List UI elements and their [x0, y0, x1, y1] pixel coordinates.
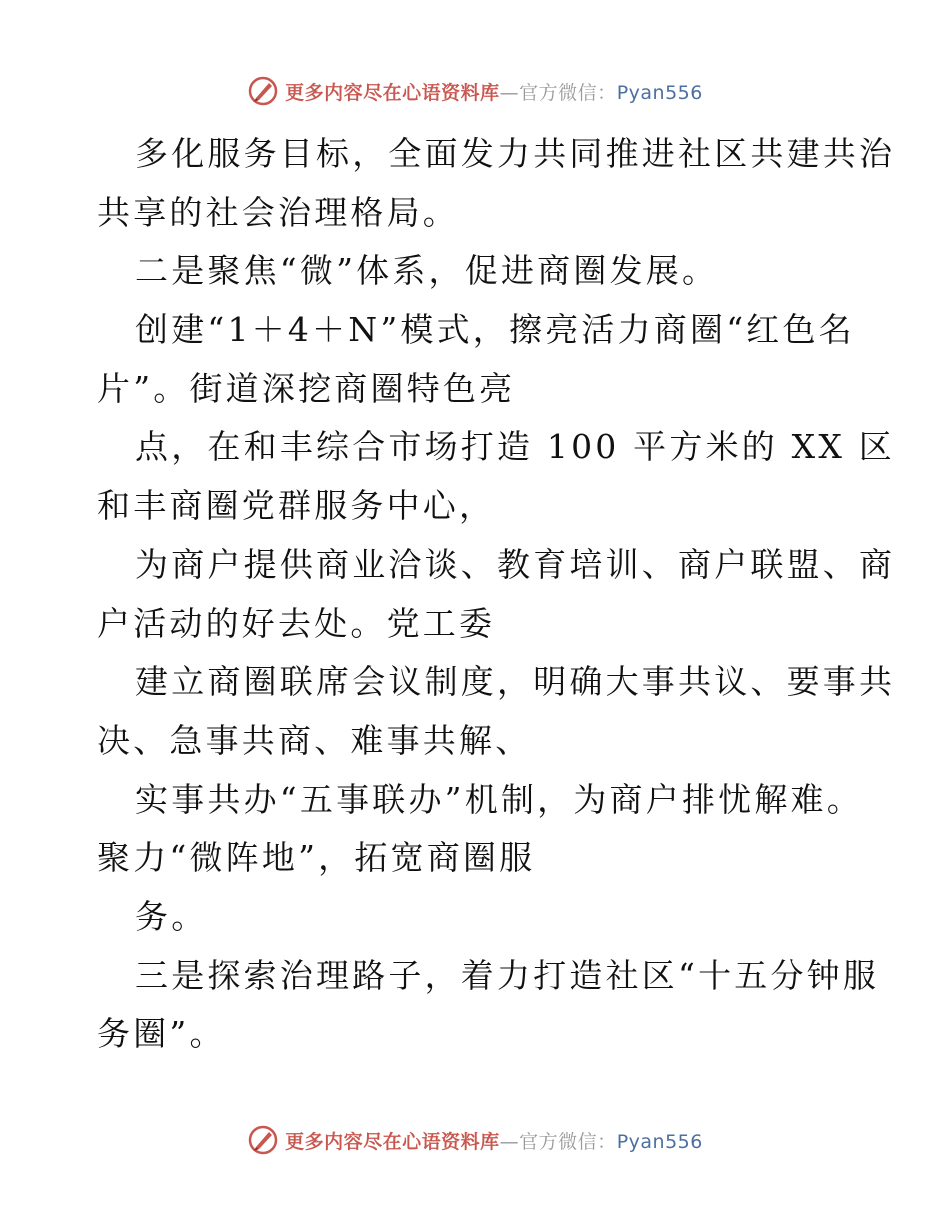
text-line: 户活动的好去处。党工委	[97, 603, 496, 643]
quill-logo-icon	[247, 1124, 279, 1156]
text-line: 创建“1＋4＋N”模式，擦亮活力商圈“红色名	[135, 310, 855, 350]
text-line: 共享的社会治理格局。	[97, 192, 459, 232]
footer-watermark	[0, 1120, 950, 1160]
text-line: 决、急事共商、难事共解、	[97, 720, 532, 760]
header-watermark	[0, 71, 950, 111]
text-line: 实事共办“五事联办”机制，为商户排忧解难。	[135, 779, 863, 819]
text-line: 为商户提供商业洽谈、教育培训、商户联盟、商	[135, 544, 896, 584]
text-line: 务。	[135, 896, 208, 936]
text-line: 务圈”。	[97, 1014, 226, 1054]
watermark-wechat-id: Pyan556	[616, 81, 703, 104]
document-body	[97, 125, 896, 1064]
text-line: 片”。街道深挖商圈特色亮	[97, 368, 516, 408]
watermark-wechat-id: Pyan556	[616, 1130, 703, 1153]
quill-logo-icon	[247, 75, 279, 107]
watermark-dash: —	[499, 1130, 520, 1153]
watermark-wechat-label: 官方微信：	[519, 81, 617, 104]
watermark-title: 更多内容尽在心语资料库	[285, 81, 500, 104]
text-line: 二是聚焦“微”体系，促进商圈发展。	[135, 251, 719, 291]
text-line: 和丰商圈党群服务中心，	[97, 486, 496, 526]
text-line: 点，在和丰综合市场打造 100 平方米的 XX 区	[135, 427, 895, 467]
text-line: 三是探索治理路子，着力打造社区“十五分钟服	[135, 955, 880, 995]
watermark-wechat-label: 官方微信：	[519, 1130, 617, 1153]
watermark-title: 更多内容尽在心语资料库	[285, 1130, 500, 1153]
text-line: 建立商圈联席会议制度，明确大事共议、要事共	[135, 662, 896, 702]
watermark-dash: —	[499, 81, 520, 104]
text-line: 多化服务目标，全面发力共同推进社区共建共治	[135, 134, 896, 173]
text-line: 聚力“微阵地”，拓宽商圈服	[97, 838, 536, 878]
